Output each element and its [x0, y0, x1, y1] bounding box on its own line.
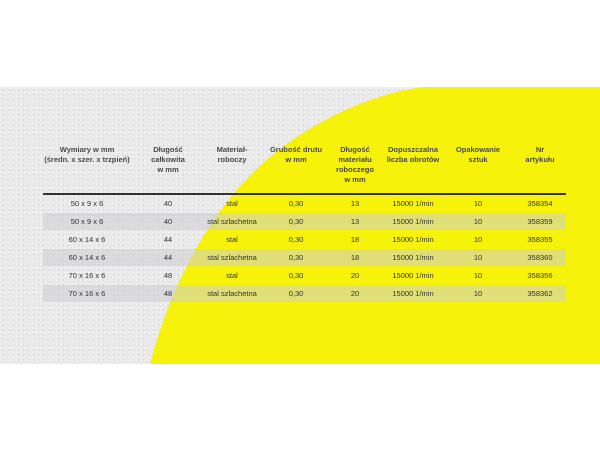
cell-max-rpm: 15000 1/min: [392, 235, 434, 244]
cell-working-length: 18: [350, 235, 360, 244]
cell-wire-thickness: 0,30: [288, 289, 304, 298]
cell-pack-qty: 10: [473, 289, 483, 298]
header-working-length: Długość materiału roboczego w mm: [336, 145, 374, 184]
cell-working-length: 18: [350, 253, 360, 262]
table-row: [43, 231, 566, 248]
cell-article-no: 358362: [527, 289, 553, 298]
cell-article-no: 358354: [527, 199, 553, 208]
cell-wire-thickness: 0,30: [288, 253, 304, 262]
cell-working-length: 20: [350, 289, 360, 298]
cell-dimensions: 50 x 9 x 6: [70, 217, 104, 226]
header-total-length: Długość całkowita w mm: [151, 145, 185, 174]
table-row: [43, 213, 566, 230]
cell-dimensions: 70 x 16 x 6: [68, 289, 106, 298]
cell-max-rpm: 15000 1/min: [392, 253, 434, 262]
cell-wire-thickness: 0,30: [288, 271, 304, 280]
cell-total-length: 44: [163, 253, 173, 262]
cell-pack-qty: 10: [473, 235, 483, 244]
cell-pack-qty: 10: [473, 253, 483, 262]
cell-dimensions: 60 x 14 x 6: [68, 253, 106, 262]
cell-material: stal: [226, 199, 238, 208]
table-row: [43, 285, 566, 302]
cell-pack-qty: 10: [473, 217, 483, 226]
cell-article-no: 358356: [527, 271, 553, 280]
cell-wire-thickness: 0,30: [288, 235, 304, 244]
table-row: [43, 267, 566, 284]
cell-working-length: 13: [350, 217, 360, 226]
cell-wire-thickness: 0,30: [288, 217, 304, 226]
cell-total-length: 44: [163, 235, 173, 244]
cell-total-length: 48: [163, 289, 173, 298]
cell-material: stal: [226, 235, 238, 244]
product-table: [0, 87, 600, 364]
cell-dimensions: 70 x 16 x 6: [68, 271, 106, 280]
cell-total-length: 40: [163, 199, 173, 208]
cell-max-rpm: 15000 1/min: [392, 271, 434, 280]
cell-material: stal szlachetna: [207, 253, 257, 262]
cell-article-no: 358360: [527, 253, 553, 262]
cell-max-rpm: 15000 1/min: [392, 199, 434, 208]
header-pack-qty: Opakowanie sztuk: [455, 145, 501, 164]
cell-article-no: 358359: [527, 217, 553, 226]
cell-material: stal szlachetna: [207, 289, 257, 298]
cell-total-length: 48: [163, 271, 173, 280]
cell-max-rpm: 15000 1/min: [392, 289, 434, 298]
cell-working-length: 13: [350, 199, 360, 208]
header-max-rpm: Dopuszczalna liczba obrotów: [386, 145, 440, 164]
header-dimensions: Wymiary w mm (średn. x szer. x trzpień): [44, 145, 130, 164]
cell-working-length: 20: [350, 271, 360, 280]
cell-article-no: 358355: [527, 235, 553, 244]
cell-dimensions: 50 x 9 x 6: [70, 199, 104, 208]
product-table-panel: [0, 87, 600, 364]
table-row: [43, 195, 566, 212]
header-material: Materiał- roboczy: [216, 145, 248, 164]
cell-max-rpm: 15000 1/min: [392, 217, 434, 226]
cell-pack-qty: 10: [473, 199, 483, 208]
cell-dimensions: 60 x 14 x 6: [68, 235, 106, 244]
cell-material: stal szlachetna: [207, 217, 257, 226]
cell-total-length: 40: [163, 217, 173, 226]
header-article-no: Nr artykułu: [525, 145, 555, 164]
cell-material: stal: [226, 271, 238, 280]
cell-pack-qty: 10: [473, 271, 483, 280]
cell-wire-thickness: 0,30: [288, 199, 304, 208]
table-row: [43, 249, 566, 266]
header-wire-thickness: Grubość drutu w mm: [269, 145, 323, 164]
